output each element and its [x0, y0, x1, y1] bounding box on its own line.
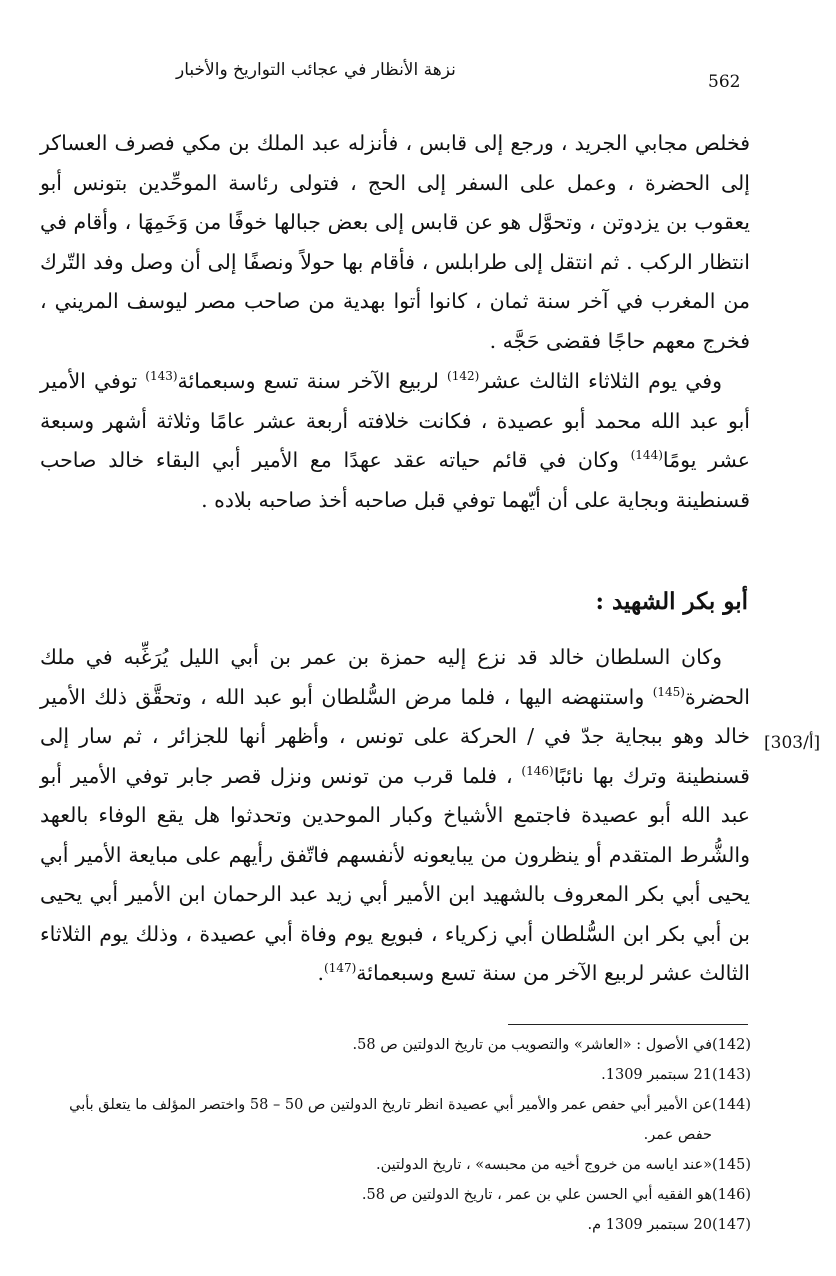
footnote-142: [40, 1030, 750, 1060]
footnote-text: هو الفقيه أبي الحسن علي بن عمر ، تاريخ الدولتين ص 58.: [361, 1187, 712, 1203]
paragraph-2-text-2: لربيع الآخر سنة تسع وسبعمائة: [177, 369, 447, 393]
paragraph-2: [40, 362, 750, 520]
footnote-number: (146): [712, 1187, 751, 1203]
footnotes-section: [40, 1030, 750, 1240]
footnote-number: (147): [712, 1217, 751, 1233]
manuscript-folio-note: [303/أ]: [764, 733, 821, 753]
footnote-number: (143): [712, 1067, 751, 1083]
footnote-number: (142): [712, 1037, 751, 1053]
paragraph-3-text-3: ، فلما قرب من تونس ونزل قصر جابر توفي الأمير أبو عبد الله أبو عصيدة فاجتمع الأشياخ وكبار الموحدين وتحدثوا هل يقع الوفاء بالعهد والشُّرط المتقدم أو ينظرون من يبايعونه لأنفسهم فاتّفق رأيهم على مبايعة الأمير أبي يحيى أبي بكر المعروف بالشهيد ابن الأمير أبي زيد عبد الرحمان ابن الأمير أبي يحيى بن أبي بكر ابن السُّلطان أبي زكرياء ، فبويع يوم وفاة أبي عصيدة ، وذلك يوم الثلاثاء الثالث عشر لربيع الآخر من سنة تسع وسبعمائة: [40, 763, 750, 985]
footnote-ref-142[interactable]: (142): [447, 369, 480, 384]
footnote-text: عن الأمير أبي حفص عمر والأمير أبي عصيدة انظر تاريخ الدولتين ص 50 – 58 واختصر المؤلف ما يتعلق بأبي حفص عمر.: [69, 1097, 712, 1143]
paragraph-3-text-1: وكان السلطان خالد قد نزع إليه حمزة بن عمر بن أبي الليل يُرَغِّبه في ملك الحضرة: [40, 645, 750, 709]
footnote-number: (145): [712, 1157, 751, 1173]
page-number: 562: [708, 72, 741, 92]
footnote-143: [40, 1060, 750, 1090]
paragraph-3-text-4: .: [317, 961, 324, 985]
footnote-number: (144): [712, 1097, 751, 1113]
paragraph-3: [40, 638, 750, 994]
footnote-ref-145[interactable]: (145): [652, 684, 685, 699]
paragraph-2-text-4: وكان في قائم حياته عقد عهدًا مع الأمير أبي البقاء خالد صاحب قسنطينة وبجاية على أن أيّهما توفي قبل صاحبه أخذ صاحبه بلاده .: [40, 448, 750, 512]
footnote-text: «عند اياسه من خروج أخيه من محبسه» ، تاريخ الدولتين.: [376, 1157, 712, 1173]
footnote-text: 21 سبتمبر 1309.: [601, 1067, 712, 1083]
footnote-text: في الأصول : «العاشر» والتصويب من تاريخ الدولتين ص 58.: [352, 1037, 712, 1053]
paragraph-2-block: [40, 362, 750, 520]
footnote-divider: [508, 1024, 748, 1025]
footnote-ref-144[interactable]: (144): [630, 448, 663, 463]
paragraph-2-text-1: وفي يوم الثلاثاء الثالث عشر: [479, 369, 722, 393]
footnote-ref-146[interactable]: (146): [521, 763, 554, 778]
paragraph-1-block: [40, 124, 750, 361]
footnote-145: [40, 1150, 750, 1180]
footnote-text: 20 سبتمبر 1309 م.: [587, 1217, 712, 1233]
footnote-ref-143[interactable]: (143): [145, 369, 178, 384]
footnote-147: [40, 1210, 750, 1240]
footnote-144: [40, 1090, 750, 1150]
paragraph-3-text-2: واستنهضه اليها ، فلما مرض السُّلطان أبو عبد الله ، وتحقَّق ذلك الأمير خالد وهو ببجاية جدّ في / الحركة على تونس ، وأظهر أنها للجزائر ، ثم سار إلى قسنطينة وترك بها نائبًا: [40, 684, 750, 788]
section-heading: أبو بكر الشهيد :: [595, 588, 748, 615]
running-title: نزهة الأنظار في عجائب التواريخ والأخبار: [176, 60, 456, 80]
footnote-146: [40, 1180, 750, 1210]
paragraph-1: فخلص مجابي الجريد ، ورجع إلى قابس ، فأنزله عبد الملك بن مكي فصرف العساكر إلى الحضرة ، وعمل على السفر إلى الحج ، فتولى رئاسة الموحِّدين بتونس أبو يعقوب بن يزدوتن ، وتحوَّل هو عن قابس إلى بعض جبالها خوفًا من وَخَمِهَا ، وأقام في انتظار الركب . ثم انتقل إلى طرابلس ، فأقام بها حولاً ونصفًا إلى أن وصل وفد التّرك من المغرب في آخر سنة ثمان ، كانوا أتوا بهدية من صاحب مصر ليوسف المريني ، فخرج معهم حاجًا فقضى حَجَّه .: [40, 131, 750, 353]
paragraph-2-text-3: توفي الأمير أبو عبد الله محمد أبو عصيدة ، فكانت خلافته أربعة عشر عامًا وثلاثة أشهر وسبعة عشر يومًا: [40, 369, 750, 472]
paragraph-3-block: [40, 638, 750, 994]
footnote-ref-147[interactable]: (147): [324, 961, 357, 976]
